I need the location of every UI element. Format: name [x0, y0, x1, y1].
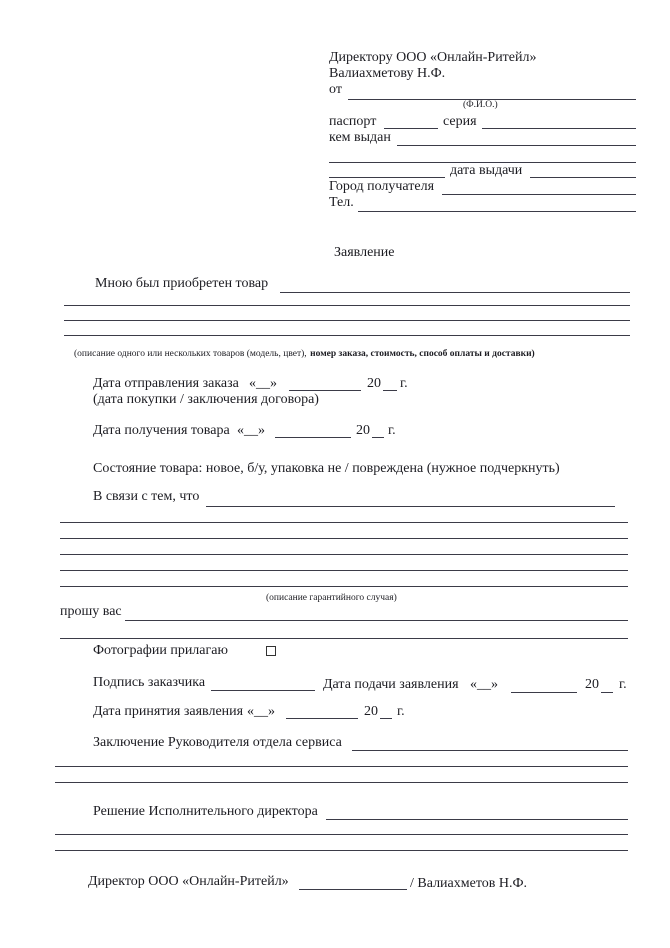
exec-decision-line-3[interactable]	[55, 850, 628, 851]
receive-date-quote[interactable]: «__»	[237, 423, 265, 438]
because-line-2[interactable]	[60, 522, 628, 523]
service-conclusion-line-2[interactable]	[55, 766, 628, 767]
phone-line[interactable]	[358, 211, 636, 212]
passport-line[interactable]	[384, 128, 438, 129]
send-date-quote[interactable]: «__»	[249, 376, 277, 391]
photos-label: Фотографии прилагаю	[93, 643, 228, 658]
accept-month-line[interactable]	[286, 718, 358, 719]
because-line-3[interactable]	[60, 538, 628, 539]
submit-year-suffix: г.	[619, 677, 627, 692]
goods-caption-regular: (описание одного или нескольких товаров (модель, цвет),	[74, 349, 307, 359]
submit-month-line[interactable]	[511, 692, 577, 693]
send-year-line[interactable]	[383, 390, 397, 391]
send-month-line[interactable]	[289, 390, 361, 391]
purchase-line-2[interactable]	[64, 305, 630, 306]
condition-text: Состояние товара: новое, б/у, упаковка не / повреждена (нужное подчеркнуть)	[93, 461, 560, 476]
accept-date-label: Дата принятия заявления	[93, 704, 244, 719]
goods-caption	[74, 345, 535, 361]
purchase-line-3[interactable]	[64, 320, 630, 321]
city-label: Город получателя	[329, 179, 435, 194]
passport-label: паспорт	[329, 114, 377, 129]
service-conclusion-line-1[interactable]	[352, 750, 628, 751]
signature-line[interactable]	[211, 690, 315, 691]
director-label: Директор ООО «Онлайн-Ритейл»	[88, 874, 289, 889]
issued-by-label: кем выдан	[329, 130, 391, 145]
request-label: прошу вас	[60, 604, 122, 619]
receive-month-line[interactable]	[275, 437, 351, 438]
exec-decision-label: Решение Исполнительного директора	[93, 804, 318, 819]
send-year-prefix: 20	[367, 376, 381, 391]
accept-date-quote[interactable]: «__»	[247, 704, 275, 719]
receive-year-line[interactable]	[372, 437, 384, 438]
phone-label: Тел.	[329, 195, 354, 210]
submit-date-quote[interactable]: «__»	[470, 677, 498, 692]
issued-by-line-3[interactable]	[329, 177, 445, 178]
request-line-1[interactable]	[125, 620, 628, 621]
service-conclusion-label: Заключение Руководителя отдела сервиса	[93, 735, 342, 750]
city-line[interactable]	[442, 194, 636, 195]
send-date-label: Дата отправления заказа	[93, 376, 239, 391]
issue-date-line[interactable]	[530, 177, 636, 178]
send-year-suffix: г.	[400, 376, 408, 391]
series-label: серия	[443, 114, 477, 129]
receive-date-label: Дата получения товара	[93, 423, 230, 438]
issued-by-line[interactable]	[397, 145, 636, 146]
because-line-4[interactable]	[60, 554, 628, 555]
purchase-label: Мною был приобретен товар	[95, 276, 269, 291]
request-line-2[interactable]	[60, 638, 628, 639]
director-name: / Валиахметов Н.Ф.	[410, 876, 528, 891]
submit-year-prefix: 20	[585, 677, 599, 692]
from-label: от	[329, 82, 342, 97]
because-label: В связи с тем, что	[93, 489, 200, 504]
fio-caption: (Ф.И.О.)	[463, 100, 498, 110]
submit-date-label: Дата подачи заявления	[323, 677, 459, 692]
purchase-line-1[interactable]	[280, 292, 630, 293]
service-conclusion-line-3[interactable]	[55, 782, 628, 783]
photos-checkbox[interactable]	[266, 646, 276, 656]
series-line[interactable]	[482, 128, 636, 129]
because-line-6[interactable]	[60, 586, 628, 587]
because-line-5[interactable]	[60, 570, 628, 571]
addressee-line1: Директору ООО «Онлайн-Ритейл»	[329, 50, 537, 65]
warranty-caption: (описание гарантийного случая)	[266, 593, 397, 603]
purchase-line-4[interactable]	[64, 335, 630, 336]
accept-year-line[interactable]	[380, 718, 392, 719]
submit-year-line[interactable]	[601, 692, 613, 693]
goods-caption-bold: номер заказа, стоимость, способ оплаты и доставки)	[310, 349, 535, 359]
because-line-1[interactable]	[206, 506, 615, 507]
exec-decision-line-1[interactable]	[326, 819, 628, 820]
exec-decision-line-2[interactable]	[55, 834, 628, 835]
addressee-line2: Валиахметову Н.Ф.	[329, 66, 446, 81]
receive-year-suffix: г.	[388, 423, 396, 438]
issue-date-label: дата выдачи	[450, 163, 523, 178]
document-title: Заявление	[334, 245, 395, 260]
director-signature-line[interactable]	[299, 889, 407, 890]
signature-label: Подпись заказчика	[93, 675, 206, 690]
accept-year-suffix: г.	[397, 704, 405, 719]
send-date-note: (дата покупки / заключения договора)	[93, 392, 319, 407]
receive-year-prefix: 20	[356, 423, 370, 438]
accept-year-prefix: 20	[364, 704, 378, 719]
